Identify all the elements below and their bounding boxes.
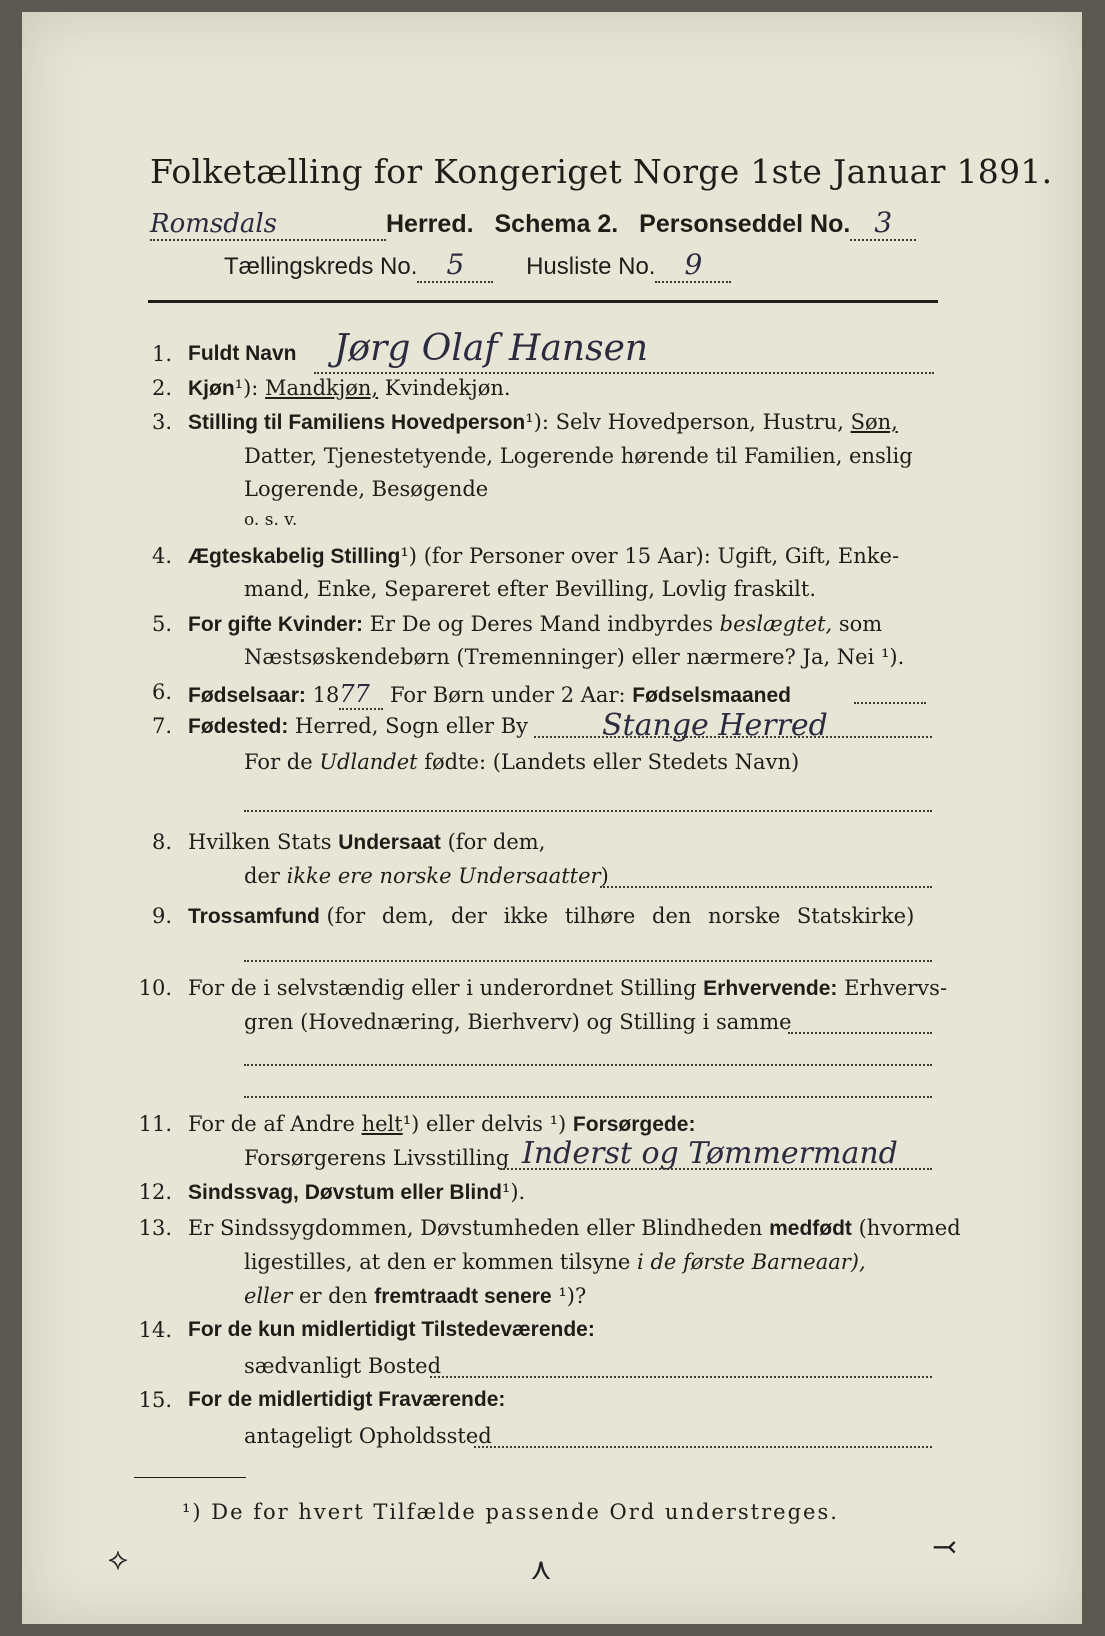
question-text: fødte: (Landets eller Stedets Navn): [424, 750, 800, 774]
item-label: Ægteskabelig Stilling: [188, 545, 401, 568]
item-label: medfødt: [769, 1217, 852, 1240]
footnote-ref: ¹):: [525, 410, 549, 434]
item-label: Sindssvag, Døvstum eller Blind: [188, 1181, 502, 1204]
question-text: er den: [299, 1284, 368, 1308]
item-label: Kjøn: [188, 377, 235, 400]
item-number: 15.: [138, 1388, 172, 1412]
question-text: eller: [244, 1284, 293, 1308]
fill-line: [788, 1032, 932, 1034]
item-number: 3.: [151, 410, 172, 434]
options-text: o. s. v.: [244, 510, 298, 530]
footnote-ref: ¹): [400, 544, 417, 568]
question-text: ): [600, 864, 609, 888]
herred-label: Herred.: [386, 210, 474, 238]
item-number: 10.: [138, 976, 172, 1000]
options-text: Datter, Tjenestetyende, Logerende hørende til Familien, enslig: [244, 444, 913, 468]
item-number: 14.: [138, 1318, 172, 1342]
question-text: For de: [244, 750, 313, 774]
question-text: ikke ere norske Undersaatter: [286, 864, 601, 888]
birthplace-value: Stange Herred: [602, 708, 828, 743]
question-text: antageligt Opholdssted: [244, 1424, 492, 1448]
option-kvindekjon: Kvindekjøn.: [384, 376, 511, 400]
item-label: fremtraadt senere: [374, 1285, 552, 1308]
question-text: gren (Hovednæring, Bierhverv) og Stilling i samme: [244, 1010, 792, 1034]
footnote-ref: ¹).: [501, 1180, 526, 1204]
question-text: For Børn under 2 Aar:: [390, 683, 626, 707]
item-label: Erhvervende:: [703, 977, 838, 1000]
question-text: Herred, Sogn eller By: [295, 714, 529, 738]
fill-line: [244, 1096, 932, 1098]
option-mandkjon-selected: Mandkjøn,: [265, 376, 379, 400]
kreds-label: Tællingskreds No.: [224, 253, 418, 280]
item-label: Forsørgede:: [572, 1113, 696, 1136]
fill-line: [244, 1064, 932, 1066]
item-label: Undersaat: [338, 831, 441, 854]
center-mark-icon: ⋏: [530, 1552, 552, 1587]
question-text: Hvilken Stats: [188, 830, 332, 854]
full-name-value: Jørg Olaf Hansen: [334, 328, 649, 369]
question-text: (for dem,: [447, 830, 546, 854]
header-rule: [148, 300, 938, 303]
husliste-no: 9: [655, 248, 731, 283]
item-number: 8.: [151, 830, 172, 854]
item-number: 1.: [151, 342, 172, 366]
husliste-label: Husliste No.: [526, 253, 656, 280]
options-text: Selv Hovedperson, Hustru,: [555, 410, 844, 434]
header-row-1: [150, 206, 916, 241]
item-number: 5.: [151, 612, 172, 636]
item-number: 7.: [151, 714, 172, 738]
item-label: Fuldt Navn: [188, 342, 297, 365]
question-text: ¹)?: [558, 1284, 587, 1308]
question-text: beslægtet,: [719, 612, 833, 636]
item-label: For de midlertidigt Fraværende:: [188, 1388, 506, 1411]
question-text: der: [244, 864, 280, 888]
question-text: (for dem, der ikke tilhøre den norske Statskirke): [326, 904, 915, 928]
item-label: Fødselsmaaned: [632, 684, 791, 707]
question-text: sædvanligt Bosted: [244, 1354, 442, 1378]
item-number: 11.: [138, 1112, 172, 1136]
question-text: ¹) eller delvis ¹): [402, 1112, 567, 1136]
fill-line: [244, 960, 932, 962]
footnote: ¹) De for hvert Tilfælde passende Ord understreges.: [182, 1500, 839, 1524]
item-number: 13.: [138, 1216, 172, 1240]
item-number: 9.: [151, 904, 172, 928]
corner-mark-icon: ⤙: [932, 1530, 958, 1565]
form-title: Folketælling for Kongeriget Norge 1ste Januar 1891.: [150, 152, 1053, 191]
fill-line: [244, 810, 932, 812]
year-prefix: 18: [312, 683, 340, 707]
item-number: 6.: [151, 680, 172, 704]
provider-occupation-value: Inderst og Tømmermand: [522, 1136, 898, 1171]
question-text: Forsørgerens Livsstilling: [244, 1146, 510, 1170]
question-text: Udlandet: [319, 750, 418, 774]
personseddel-no: 3: [850, 206, 916, 241]
fill-line: [854, 702, 926, 704]
item-label: For gifte Kvinder:: [188, 613, 364, 636]
item-label: Stilling til Familiens Hovedperson: [188, 411, 526, 434]
personseddel-label: Personseddel No.: [639, 210, 851, 238]
birth-year-value: 77: [339, 680, 383, 710]
question-text: For de i selvstændig eller i underordnet Stilling: [188, 976, 697, 1000]
footnote-rule: [134, 1477, 246, 1478]
corner-mark-icon: ⟡: [108, 1542, 128, 1577]
fill-line: [474, 1446, 932, 1448]
question-text: For de af Andre: [188, 1112, 355, 1136]
question-text: Er De og Deres Mand indbyrdes: [369, 612, 713, 636]
fill-line: [314, 372, 934, 374]
question-text: i de første Barneaar),: [637, 1250, 866, 1274]
question-text: som: [838, 612, 883, 636]
item-label: Fødselsaar:: [188, 684, 306, 707]
item-number: 12.: [138, 1180, 172, 1204]
item-number: 4.: [151, 544, 172, 568]
question-text: Næstsøskendebørn (Tremenninger) eller nærmere? Ja, Nei ¹).: [244, 645, 905, 669]
option-helt: helt: [361, 1112, 403, 1136]
schema-label: Schema 2.: [494, 210, 619, 238]
options-text: mand, Enke, Separeret efter Bevilling, Lovlig fraskilt.: [244, 577, 817, 601]
item-label: Trossamfund: [188, 905, 320, 928]
options-text: (for Personer over 15 Aar): Ugift, Gift, Enke-: [423, 544, 900, 568]
herred-name: Romsdals: [150, 209, 386, 241]
question-text: Erhvervs-: [844, 976, 948, 1000]
kreds-no: 5: [417, 248, 493, 283]
fill-line: [500, 1168, 932, 1170]
footnote-ref: ¹):: [234, 376, 259, 400]
fill-line: [600, 886, 932, 888]
question-text: Er Sindssygdommen, Døvstumheden eller Blindheden: [188, 1216, 763, 1240]
question-text: (hvormed: [858, 1216, 961, 1240]
header-row-2: [224, 248, 731, 283]
option-son-selected: Søn,: [850, 410, 898, 434]
item-number: 2.: [151, 376, 172, 400]
fill-line: [534, 736, 932, 738]
question-text: ligestilles, at den er kommen tilsyne: [244, 1250, 631, 1274]
item-label: For de kun midlertidigt Tilstedeværende:: [188, 1318, 595, 1341]
fill-line: [430, 1376, 932, 1378]
options-text: Logerende, Besøgende: [244, 477, 489, 501]
census-form-sheet: [22, 12, 1082, 1624]
item-label: Fødested:: [188, 715, 289, 738]
